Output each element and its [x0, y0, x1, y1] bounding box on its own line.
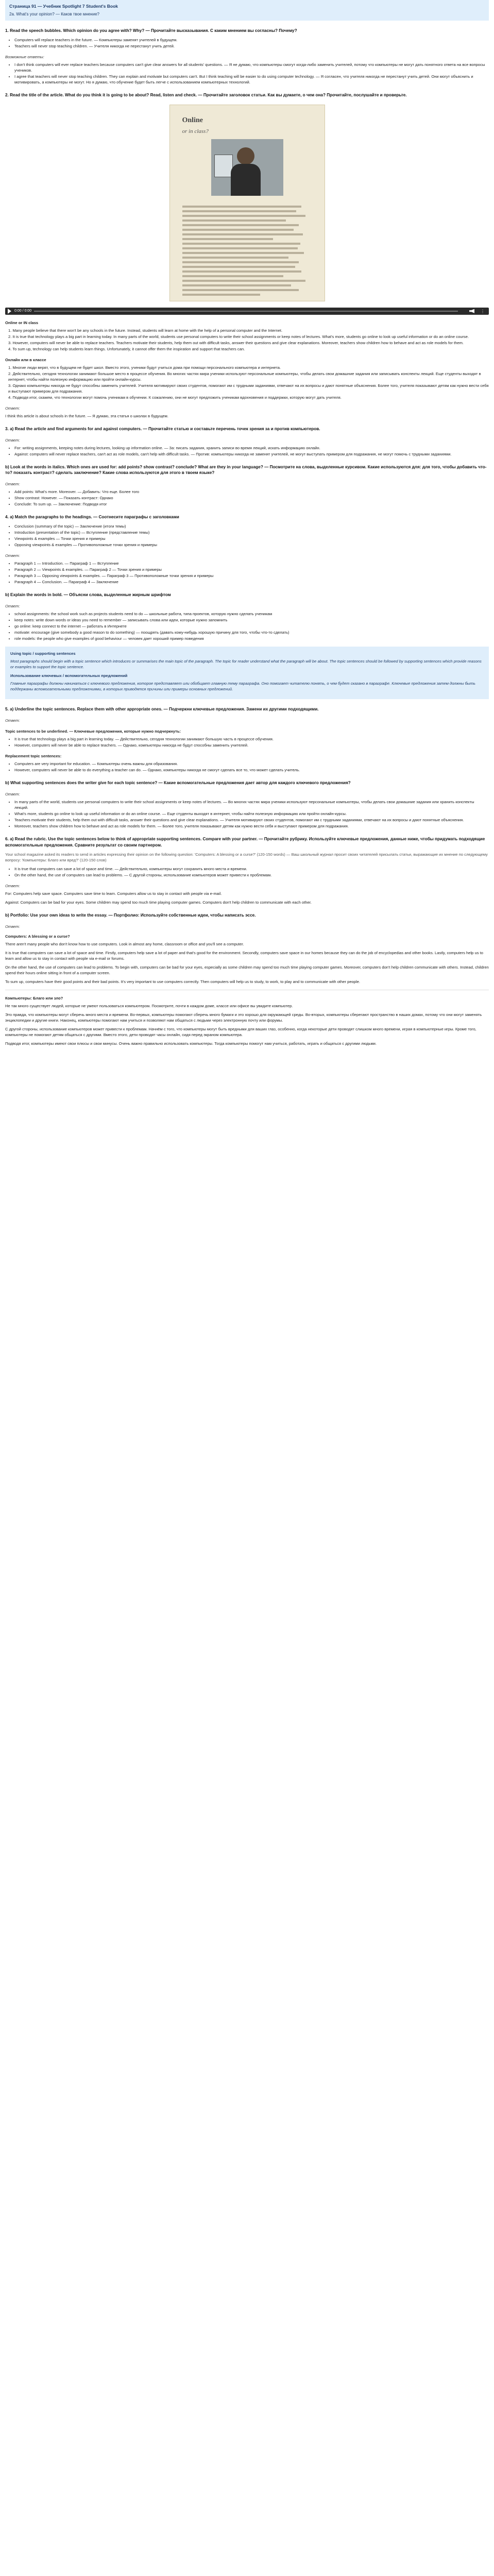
ex6-title: 6. a) Read the rubric. Use the topic sentences below to think of appropriate supporting sentences. Compare with your partner. — Прочитайте рубрику. Используйте ключевые предложения, данные ниже, чтобы придумать подходящие вспомогательные предложения. Сравните результат со своим партнером. [5, 836, 485, 848]
ex6-rubric: Your school magazine asked its readers to send in articles expressing their opinion on the following question: 'Computers: A blessing or a curse?' (120-150 words) — Ваш школьный журнал просит своих читателей присылать статьи, выражающие их мнение по следующему вопросу: 'Компьютеры: Благо или вред?' (120-150 слов) [5, 852, 488, 862]
ex5b-title: b) What supporting sentences does the writer give for each topic sentence? — Какие вспомогательные предложения дает автор для каждого ключевого предложения? [5, 781, 351, 786]
ex4a-bullets [5, 523, 489, 548]
ex5a-answer-label: Ответ: [5, 718, 20, 723]
list-item: • Opposing viewpoints & examples — Противоположные точки зрения и примеры [14, 542, 489, 548]
list-item: • Computers will replace teachers in the future. — Компьютеры заменят учителей в будущем. [14, 37, 489, 43]
student-photo [211, 139, 283, 196]
list-item: 3. Однако компьютеры никогда не будут способны заменить учителей. Учителя мотивируют своих студентов, помогают им с трудными заданиями, отвечают на их вопросы и дают понятные объяснения. Более того, учителя показывают детям как нужно вести себя и выступают примером для подражания. [8, 383, 489, 394]
list-item: • Conclude: To sum up. — Заключение: Подводя итог [14, 501, 489, 507]
list-item: • Conclusion (summary of the topic) — Заключение (итоги темы) [14, 523, 489, 529]
student-body [231, 164, 261, 196]
article-en-paragraphs [5, 328, 489, 352]
article-answer: I think this article is about schools in the future. — Я думаю, эта статья о школах в будущем. [5, 413, 168, 418]
ex3a-answer-label: Ответ: [5, 437, 20, 443]
article-answer-label: Ответ: [5, 405, 20, 411]
ex1-answers [5, 62, 489, 85]
essay-title-en: Computers: A blessing or a curse? [5, 934, 70, 939]
progress-bar[interactable] [34, 311, 458, 312]
list-item: • It is true that technology plays a big part in learning today. — Действительно, сегодня технологии занимают большую часть в процессе обучения. [14, 736, 489, 742]
ex3b-answers [5, 489, 489, 507]
book-subtitle: or in class? [182, 128, 209, 134]
essay-ru-p2: Это правда, что компьютеры могут сберечь много места и времени. Во-первых, компьютеры помогают сберечь много бумаги и это хорошо для окружающей среды. Во-вторых, компьютеры сберегают пространство в наших домах, потому что они могут заменять энциклопедии и другие книги. Наконец, компьютеры помогают нам учиться и позволяют нам общаться с людьми через электронную почту или форумы. [5, 1012, 482, 1023]
header-box [5, 0, 489, 21]
list-item: • Teachers will never stop teaching children. — Учителя никогда не перестанут учить детей. [14, 43, 489, 49]
list-item: 3. However, computers will never be able to replace teachers. Teachers motivate their students, help them out with difficult tasks, answer their questions and give clear explanations. Moreover, teachers show children how to behave and act as role models for them. [8, 340, 464, 345]
list-item: 1. Многие люди верят, что в будущем не будет школ. Вместо этого, ученики будут учиться дома при помощи персонального компьютера и интернета. [8, 365, 281, 370]
ex5b-answers [5, 799, 489, 829]
list-item: 4. Подводя итог, скажем, что технологии могут помочь ученикам в обучении. К сожалению, они не могут предложить ученикам вдохновения и поддержки, которую могут дать учителя. [8, 395, 342, 400]
ex3a-title: 3. a) Read the article and find arguments for and against computers. — Прочитайте статью и составьте перечень точек зрения за и против компьютеров. [5, 426, 320, 431]
ex1-answers-label: Возможные ответы: [5, 54, 44, 59]
list-item: • What's more, students go online to look up useful information or do an online course. — Еще студенты выходят в интернет, чтобы найти полезную информацию или пройти онлайн-курсы. [14, 811, 489, 817]
list-item: • Add points: What's more. Moreover. — Добавить: Что еще. Более того [14, 489, 489, 495]
list-item: • Viewpoints & examples — Точки зрения и примеры [14, 536, 489, 541]
ex3b-title: b) Look at the words in italics. Which ones are used for: add points? show contrast? conclude? What are they in your language? — Посмотрите на слова, выделенные курсивом. Какие используются для: для того, чтобы добавить что-то? показать контраст? сделать заключение? Какие слова используются для этого в твоем языке? [5, 464, 487, 476]
info-text-en: Most paragraphs should begin with a topic sentence which introduces or summarises the main topic of the paragraph. The topic for reader understand what the paragraph will be about. The topic sentences should be followed by supporting sentences which provide reasons or examples to support the topic sentence. [10, 659, 482, 670]
list-item: 1. Many people believe that there won't be any schools in the future. Instead, students will learn at home with the help of a personal computer and the Internet. [8, 328, 283, 333]
list-item: 2. Действительно, сегодня технологии занимают большое место в процессе обучения. Во многих частях мира ученики используют персональные компьютеры, чтобы делать свои домашние задания или записывать конспекты лекций. Еще студенты выходят в интернет, чтобы найти полезную информацию или пройти онлайн-курсы. [8, 371, 481, 382]
textbook-image [169, 105, 325, 301]
list-item: • Show contrast: However. — Показать контраст: Однако [14, 495, 489, 501]
book-text-lines [182, 203, 312, 291]
essay-en-p3: On the other hand, the use of computers can lead to problems. To begin with, computers can be bad for your eyes, especially as some children may spend too much time playing computer games. Moreover, computers don't help children communicate with others. Instead, children spend their hours online sitting in front of a computer screen. [5, 964, 489, 975]
list-item: • go online: keep connect to the internet — работать в Интернете [14, 623, 489, 629]
player-time: 0:00 / 0:00 [14, 309, 32, 313]
ex6-answer-label: Ответ: [5, 883, 20, 888]
article-ru-paragraphs [5, 365, 489, 400]
list-item: • I agree that teachers will never stop teaching children. They can explain and motivate but computers can't. But I think teaching will be easier to do using computer technology. — Я согласен, что учителя никогда не перестанут учить детей. Они могут объяснить и мотивировать, а компьютеры не могут. Но я думаю, что обучение будет быть легче с использованием компьютерных технологий. [14, 74, 489, 85]
ex2-title: 2. Read the title of the article. What do you think it is going to be about? Read, listen and check. — Прочитайте заголовок статьи. Как вы думаете, о чем она? Прочитайте, послушайте и проверьте. [5, 92, 407, 97]
volume-icon[interactable] [469, 309, 474, 313]
ex1-bullets [5, 37, 489, 49]
list-item: 2. It is true that technology plays a big part in learning today. In many parts of the world, students use personal computers to write their school assignments or keep notes of lectures. What's more, students go online to look up useful information or do an online course. [8, 334, 469, 339]
essay-title-ru: Компьютеры: Благо или зло? [5, 995, 63, 1001]
ex4b-answers [5, 611, 489, 641]
ex6-bullets [5, 866, 489, 878]
audio-player [5, 308, 489, 315]
ex4a-answers [5, 561, 489, 585]
ex5a-underlined-label: Topic sentences to be underlined. — Ключевые предложения, которые нужно подчеркнуть: [5, 729, 181, 734]
list-item: • It is true that computers can save a lot of space and time. — Действительно, компьютеры могут сохранить много места и времени. [14, 866, 489, 872]
ex6b-title: b) Portfolio: Use your own ideas to write the essay. — Портфолио: Используйте собственные идеи, чтобы написать эссе. [5, 912, 256, 918]
list-item: • However, computers will never be able to replace teachers. — Однако, компьютеры никогда не будут способны заменить учителей. [14, 742, 489, 748]
ex4b-title: b) Explain the words in bold. — Объясни слова, выделенные жирным шрифтом [5, 592, 171, 598]
more-options-icon[interactable]: ⋮ [481, 309, 485, 314]
ex6-answer-for: For: Computers help save space. Computers save time to learn. Computers allow us to stay in contact with people via e-mail. [5, 891, 222, 896]
list-item: • I don't think computers will ever replace teachers because computers can't give clear answers for all students' questions. — Я не думаю, что компьютеры смогут когда-либо заменить учителей, потому что компьютеры не могут дать понятного ответа на все вопросы учеников. [14, 62, 489, 73]
ex5a-title: 5. a) Underline the topic sentences. Replace them with other appropriate ones. — Подчеркни ключевые предложения. Замени их другими подходящими. [5, 707, 319, 712]
list-item: • Moreover, teachers show children how to behave and act as role models for them. — Более того, учителя показывают детям как нужно вести себя и выступают примером для подражания. [14, 823, 489, 829]
ex5a-underlined [5, 736, 489, 748]
ex5a-replacement-label: Replacement topic sentences: [5, 754, 62, 759]
list-item: • Paragraph 3 — Opposing viewpoints & examples. — Параграф 3 — Противоположные точки зрения и примеры [14, 573, 489, 579]
list-item: • school assignments: the school work such as projects students need to do — школьные работа, типа проектов, которую нужно сделать ученикам [14, 611, 489, 617]
ex4a-answer-label: Ответ: [5, 553, 20, 558]
article-ru-title: Онлайн или в классе [5, 357, 46, 362]
essay-ru-p1: Не так много существует людей, которые не умеют пользоваться компьютером. Посмотрите, почти в каждом доме, классе или офисе вы увидите компьютер. [5, 1003, 293, 1008]
list-item: • Paragraph 4 — Conclusion. — Параграф 4 — Заключение [14, 579, 489, 585]
essay-ru-p4: Подводя итог, компьютеры имеют свои плюсы и свои минусы. Очень важно правильно использовать компьютеры. Тогда компьютеры помогут нам учиться, работать, играть и общаться с другими людьми. [5, 1041, 377, 1046]
info-text-ru: Главные параграфы должны начинаться с ключевого предложения, которое представляет или обобщает главную тему параграфа. Оно помогает читателю понять, о чем будет сказано в параграфе. Ключевые предложения затем должны быть поддержаны вспомогательными предложениями, в которых приводятся причины или примеры основных предложений. [10, 681, 475, 692]
ex3a-answers [5, 445, 489, 457]
ex6b-answer-label: Ответ: [5, 924, 20, 929]
monitor-icon [214, 155, 233, 177]
page-subtitle: 2a. What's your opinion? — Каков твое мнение? [9, 12, 99, 17]
list-item: • motivate: encourage (give somebody a good reason to do something) — поощрять (давать кому-нибудь хорошую причину для того, чтобы что-то сделать) [14, 630, 489, 635]
ex5a-replacements [5, 761, 489, 773]
essay-ru-p3: С другой стороны, использование компьютеров может привести к проблемам. Начнём с того, что компьютеры могут быть вредными для ваших глаз, особенно, когда некоторые дети проводят слишком много времени, играя в компьютерные игры. Кроме того, компьютеры не помогают детям общаться с другими. Вместо этого, дети проводят часы онлайн, сидя перед экраном компьютера. [5, 1026, 476, 1037]
list-item: 4. To sum up, technology can help students learn things. Unfortunately, it cannot offer them the inspiration and support that teachers can. [8, 346, 245, 351]
list-item: • Introduction (presentation of the topic) — Вступление (представление темы) [14, 530, 489, 535]
ex4a-title: 4. a) Match the paragraphs to the headings. — Соотнесите параграфы с заголовками [5, 515, 179, 520]
ex3b-answer-label: Ответ: [5, 482, 20, 487]
essay-en-p4: To sum up, computers have their good points and their bad points. It's very important to use computers correctly. Then computers will help us to study, to work, to play and to communicate with other people. [5, 979, 361, 984]
article-en-title: Online or IN class [5, 320, 39, 325]
page-title: Страница 91 — Учебник Spotlight 7 Student's Book [9, 4, 118, 9]
list-item: • Paragraph 1 — Introduction. — Параграф 1 — Вступление [14, 561, 489, 566]
page [0, 0, 494, 1046]
ex6-answer-against: Against: Computers can be bad for your eyes. Some children may spend too much time playing computer games. Computers don't help children to communicate with each other. [5, 900, 312, 905]
list-item: • However, computers will never be able to do everything a teacher can do. — Однако, компьютеры никогда не смогут сделать все то, что может сделать учитель. [14, 767, 489, 773]
list-item: • Teachers motivate their students, help them out with difficult tasks, answer their questions and give clear explanations. — Учителя мотивируют своих студентов, помогают им с трудными заданиями, отвечают на их вопросы и дают понятные объяснения. [14, 817, 489, 823]
book-title: Online [182, 116, 203, 124]
list-item: • For: writing assignments, keeping notes during lectures, looking up information online. — За: писать задания, хранить записи во время лекций, искать информацию онлайн. [14, 445, 489, 451]
list-item: • In many parts of the world, students use personal computers to write their school assignments or keep notes of lectures. — Во многих частях мира ученики используют персональные компьютеры, чтобы делать свои домашние задания или хранить конспекты лекций. [14, 799, 489, 810]
list-item: • Paragraph 2 — Viewpoints & examples. — Параграф 2 — Точки зрения и примеры [14, 567, 489, 572]
list-item: • Against: computers will never replace teachers, can't act as role models, can't help with difficult tasks. — Против: компьютеры никогда не заменят учителей, не могут выступать примером для подражания, не могут помочь с трудными заданиями. [14, 451, 489, 457]
ex1-title: 1. Read the speech bubbles. Which opinion do you agree with? Why? — Прочитайте высказывания. С каким мнением вы согласны? Почему? [5, 28, 297, 33]
info-heading-ru: Использование ключевых / вспомогательных предложений [10, 673, 128, 679]
list-item: • role models: the people who give examples of good behaviour — человек дает хороший пример поведения [14, 636, 489, 641]
ex5b-answer-label: Ответ: [5, 791, 20, 796]
list-item: • On the other hand, the use of computers can lead to problems. — С другой стороны, использование компьютеров может привести к проблемам. [14, 872, 489, 878]
list-item: • keep notes: write down words or ideas you need to remember — записывать слова или идеи, которые нужно запомнить [14, 617, 489, 623]
play-icon[interactable] [8, 309, 11, 314]
list-item: • Computers are very important for education. — Компьютеры очень важны для образования. [14, 761, 489, 767]
info-heading: Using topic / supporting sentences [10, 651, 76, 656]
ex4b-answer-label: Ответ: [5, 604, 20, 609]
essay-en-p2: It is true that computers can save a lot of space and time. Firstly, computers help save a lot of paper and that's good for the environment. Secondly, computers save space in our homes because they can do the job of encyclopedias and other books. Lastly, computers help us to learn and allow us to stay in contact with people via e-mail or forums. [5, 950, 483, 961]
info-box [5, 647, 489, 699]
student-head [237, 147, 254, 165]
essay-en-p1: There aren't many people who don't know how to use computers. Look in almost any home, classroom or office and you'll see a computer. [5, 941, 244, 946]
